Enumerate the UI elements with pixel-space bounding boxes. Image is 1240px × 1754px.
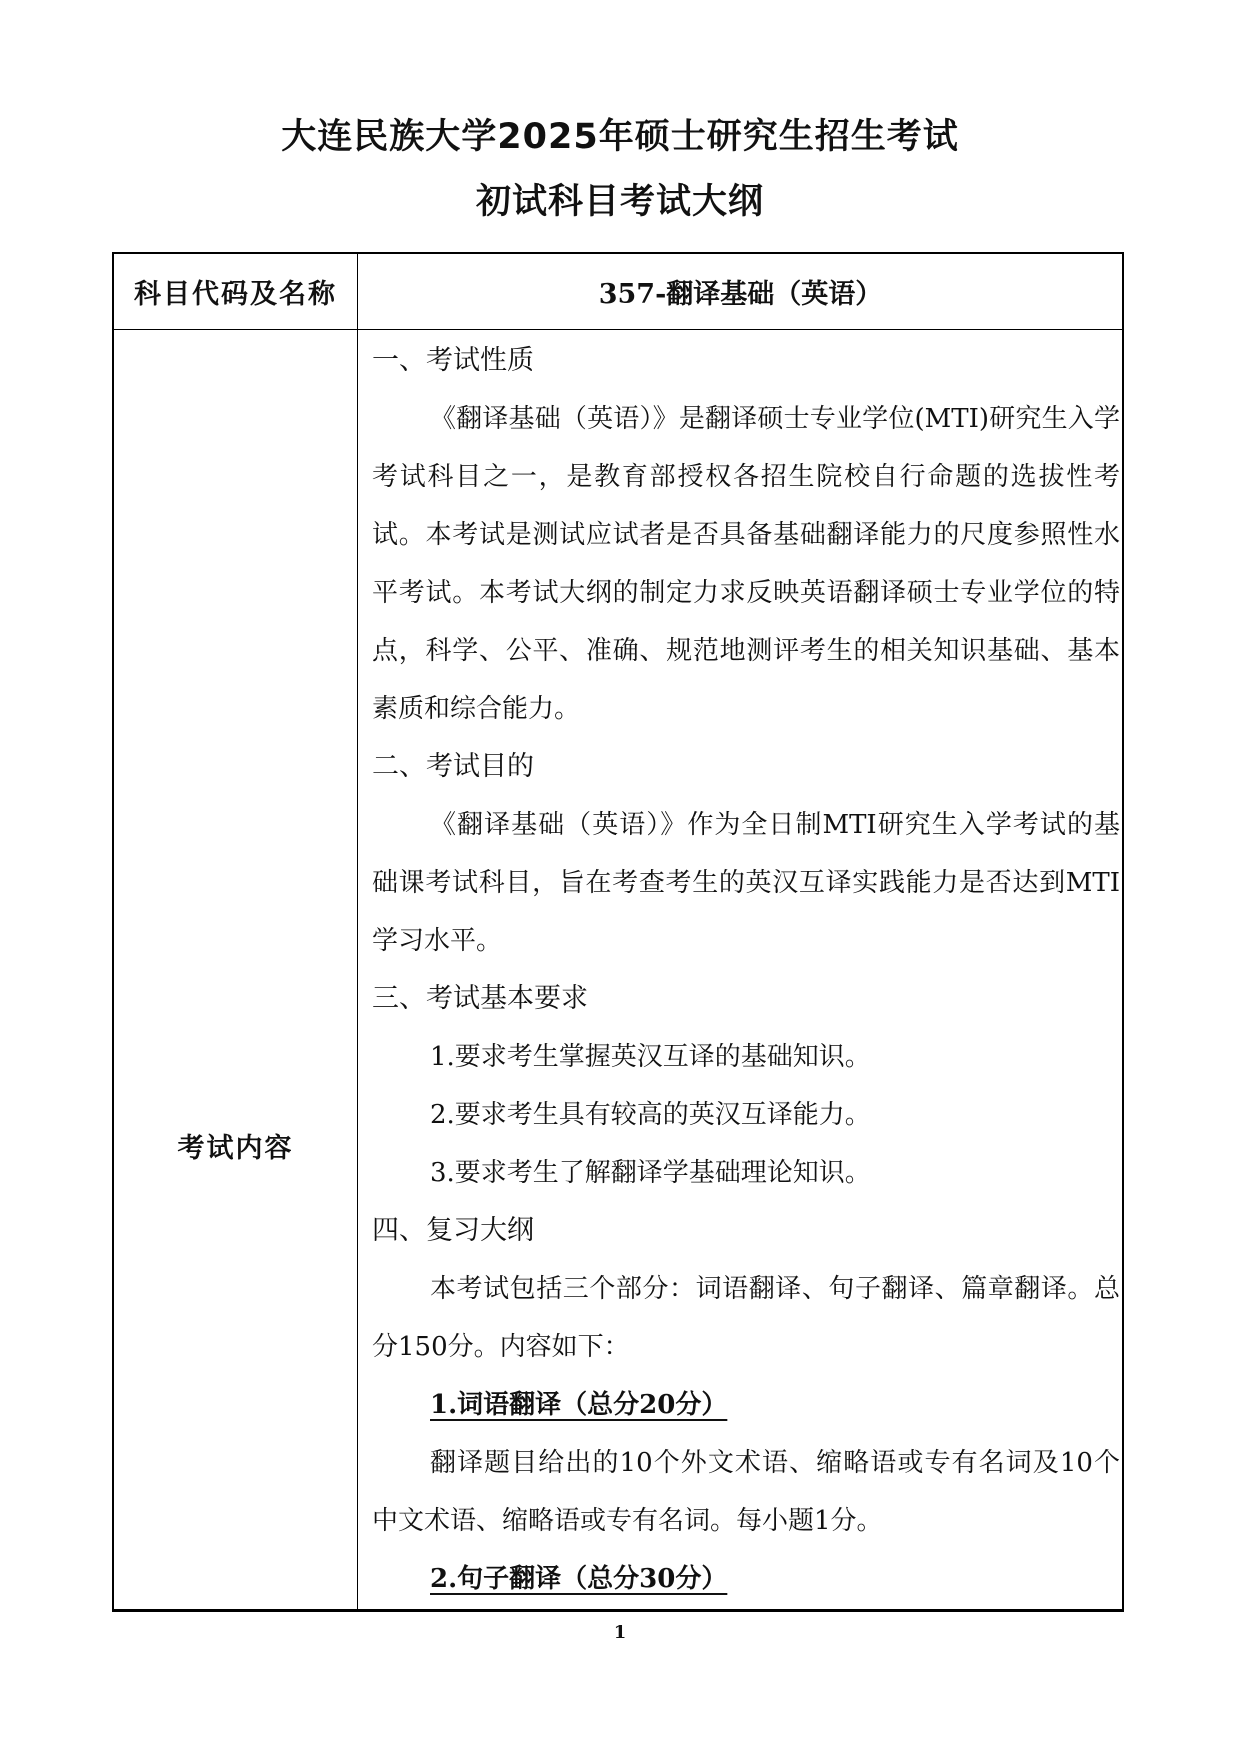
section-heading-nature: 一、考试性质	[372, 345, 534, 376]
requirement-item: 3.要求考生了解翻译学基础理论知识。	[430, 1158, 871, 1188]
subject-label-cell: 科目代码及名称	[134, 279, 337, 310]
document-subtitle: 初试科目考试大纲	[475, 182, 764, 222]
subsection-heading-sentence-translation: 2.句子翻译（总分30分）	[430, 1564, 728, 1594]
row-divider	[114, 329, 1122, 330]
section-paragraph-nature: 《翻译基础（英语）》是翻译硕士专业学位(MTI)研究生入学考试科目之一，是教育部授权各招生院校自行命题的选拔性考试。本考试是测试应试者是否具备基础翻译能力的尺度参照性水平考试。本考试大纲的制定力求反映英语翻译硕士专业学位的特点，科学、公平、准确、规范地测评考生的相关知识基础、基本素质和综合能力。	[372, 404, 1120, 724]
page-number: 1	[613, 1622, 627, 1643]
exam-content-label: 考试内容	[177, 1133, 294, 1164]
section-heading-outline: 四、复习大纲	[372, 1215, 534, 1246]
exam-content-body	[372, 332, 1120, 1608]
subsection-paragraph-word-translation: 翻译题目给出的10个外文术语、缩略语或专有名词及10个中文术语、缩略语或专有名词。每小题1分。	[372, 1448, 1120, 1536]
syllabus-table	[112, 252, 1124, 1612]
subsection-heading-word-translation: 1.词语翻译（总分20分）	[430, 1390, 728, 1420]
section-paragraph-purpose: 《翻译基础（英语）》作为全日制MTI研究生入学考试的基础课考试科目，旨在考查考生的英汉互译实践能力是否达到MTI学习水平。	[372, 810, 1120, 956]
section-heading-purpose: 二、考试目的	[372, 751, 534, 782]
requirement-item: 2.要求考生具有较高的英汉互译能力。	[430, 1100, 871, 1130]
document-title: 大连民族大学2025年硕士研究生招生考试	[281, 117, 959, 157]
section-paragraph-outline: 本考试包括三个部分：词语翻译、句子翻译、篇章翻译。总分150分。内容如下：	[372, 1274, 1120, 1362]
requirement-item: 1.要求考生掌握英汉互译的基础知识。	[430, 1042, 871, 1072]
column-divider	[357, 254, 358, 1609]
subject-name-cell: 357-翻译基础（英语）	[598, 279, 883, 310]
section-heading-requirements: 三、考试基本要求	[372, 983, 588, 1014]
